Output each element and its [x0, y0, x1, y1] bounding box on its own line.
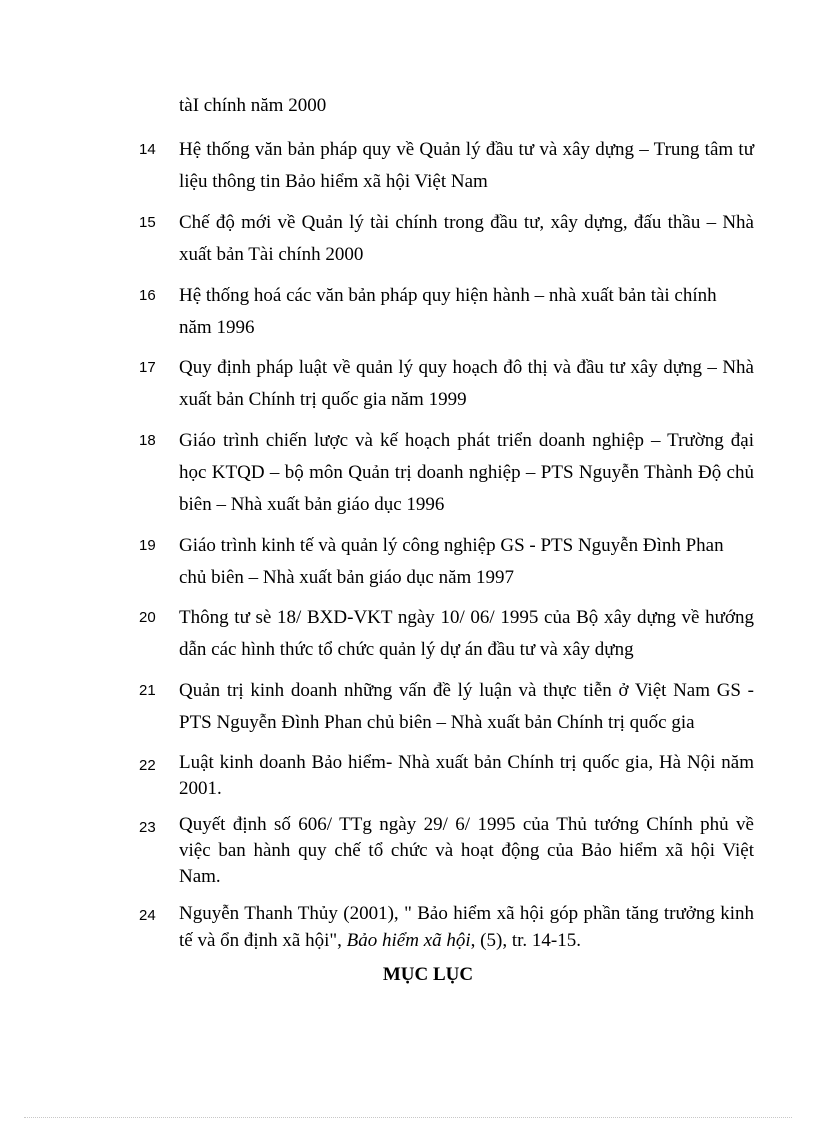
- reference-line: Quy định pháp luật về quản lý quy hoạch đô thị và đầu tư xây dựng – Nhà: [179, 357, 754, 378]
- reference-line: Hệ thống hoá các văn bản pháp quy hiện hành – nhà xuất bản tài chính: [179, 285, 717, 306]
- reference-line: học KTQD – bộ môn Quản trị doanh nghiệp – PTS Nguyễn Thành Độ chủ: [179, 462, 754, 483]
- reference-line: Giáo trình chiến lược và kế hoạch phát triển doanh nghiệp – Trường đại: [179, 430, 754, 451]
- reference-line: Thông tư sè 18/ BXD-VKT ngày 10/ 06/ 1995 của Bộ xây dựng về hướng: [179, 607, 754, 628]
- reference-text: [179, 530, 754, 594]
- reference-text: [179, 425, 754, 521]
- reference-number: 22: [139, 757, 156, 774]
- reference-number: 16: [139, 287, 156, 304]
- reference-line: Nguyễn Thanh Thủy (2001), " Bảo hiểm xã hội góp phần tăng trưởng kinh: [179, 903, 754, 924]
- reference-line: Nam.: [179, 866, 221, 887]
- reference-line: Quản trị kinh doanh những vấn đề lý luận và thực tiễn ở Việt Nam GS -: [179, 680, 754, 701]
- reference-line: PTS Nguyễn Đình Phan chủ biên – Nhà xuất bản Chính trị quốc gia: [179, 712, 695, 733]
- reference-text: [179, 207, 754, 271]
- reference-text: [179, 352, 754, 416]
- reference-number: 21: [139, 682, 156, 699]
- reference-line: Luật kinh doanh Bảo hiểm- Nhà xuất bản Chính trị quốc gia, Hà Nội năm: [179, 752, 754, 773]
- reference-number: 18: [139, 432, 156, 449]
- reference-number: 15: [139, 214, 156, 231]
- reference-line: Hệ thống văn bản pháp quy về Quản lý đầu tư và xây dựng – Trung tâm tư: [179, 139, 754, 160]
- reference-text: [179, 602, 754, 666]
- reference-number: 23: [139, 819, 156, 836]
- reference-line: [179, 927, 754, 954]
- reference-line-part: , (5), tr. 14-15.: [470, 930, 581, 951]
- reference-text: [179, 134, 754, 198]
- reference-line: biên – Nhà xuất bản giáo dục 1996: [179, 494, 445, 515]
- reference-line-part: tế và ổn định xã hội",: [179, 930, 347, 951]
- page-bottom-divider: [24, 1117, 792, 1118]
- journal-title: Bảo hiểm xã hội: [346, 930, 471, 951]
- reference-line: năm 1996: [179, 317, 255, 338]
- reference-line: xuất bản Tài chính 2000: [179, 244, 364, 265]
- reference-line: Quyết định số 606/ TTg ngày 29/ 6/ 1995 của Thủ tướng Chính phủ về: [179, 814, 754, 835]
- reference-number: 17: [139, 359, 156, 376]
- reference-line: Giáo trình kinh tế và quản lý công nghiệp GS - PTS Nguyễn Đình Phan: [179, 535, 724, 556]
- reference-number: 20: [139, 609, 156, 626]
- reference-line: liệu thông tin Bảo hiểm xã hội Việt Nam: [179, 171, 488, 192]
- reference-number: 24: [139, 907, 156, 924]
- reference-text: [179, 750, 754, 802]
- reference-line: 2001.: [179, 778, 222, 799]
- reference-number: 19: [139, 537, 156, 554]
- reference-text: [179, 812, 754, 890]
- reference-line: việc ban hành quy chế tổ chức và hoạt động của Bảo hiểm xã hội Việt: [179, 840, 754, 861]
- reference-text: [179, 900, 754, 954]
- reference-line: Chế độ mới về Quản lý tài chính trong đầu tư, xây dựng, đấu thầu – Nhà: [179, 212, 754, 233]
- reference-text: [179, 675, 754, 739]
- reference-continuation: tàI chính năm 2000: [179, 95, 327, 116]
- reference-line: xuất bản Chính trị quốc gia năm 1999: [179, 389, 467, 410]
- reference-number: 14: [139, 141, 156, 158]
- reference-line: chủ biên – Nhà xuất bản giáo dục năm 1997: [179, 567, 515, 588]
- reference-text: [179, 280, 754, 344]
- reference-line: dẫn các hình thức tổ chức quản lý dự án đầu tư và xây dựng: [179, 639, 634, 660]
- toc-heading: MỤC LỤC: [382, 964, 474, 985]
